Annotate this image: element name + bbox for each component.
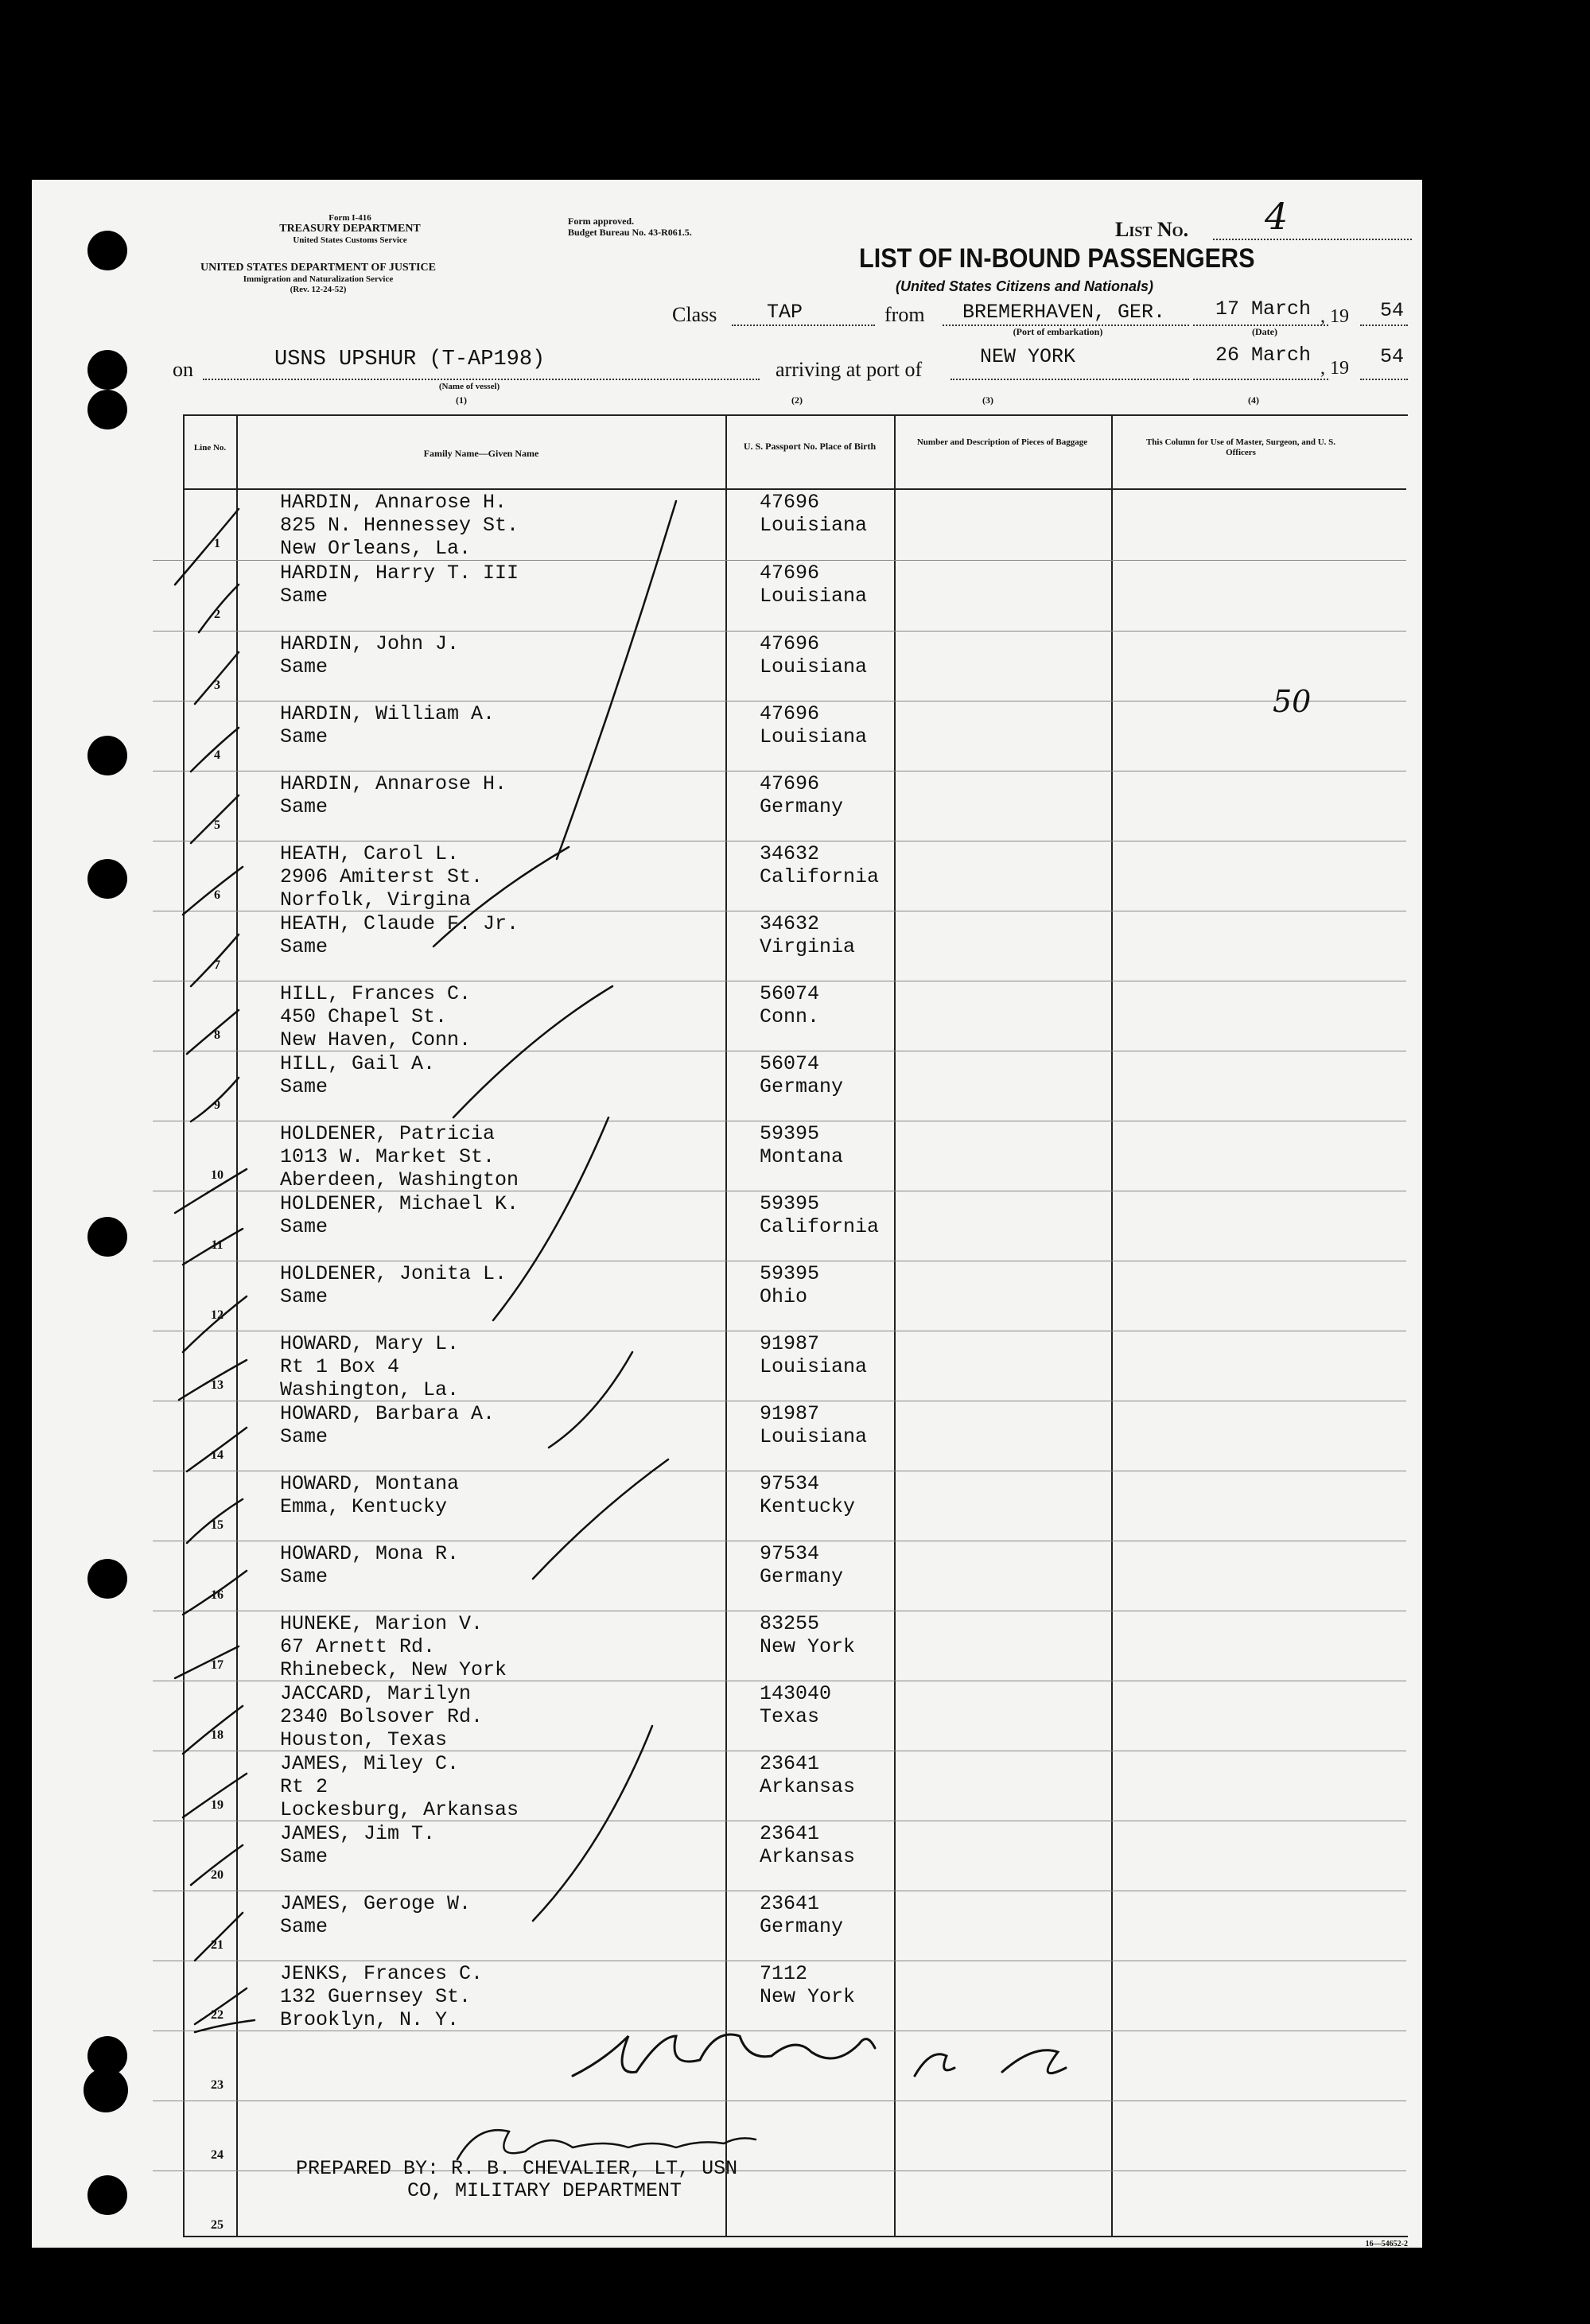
place-of-birth: Montana — [760, 1145, 844, 1168]
passenger-name: HARDIN, William A. — [280, 702, 496, 725]
check-mark — [187, 1010, 239, 1054]
check-mark — [183, 1706, 243, 1754]
passenger-name: JAMES, Jim T. — [280, 1822, 436, 1845]
place-of-birth: California — [760, 865, 880, 888]
header-baggage: Number and Description of Pieces of Baggage — [916, 437, 1088, 447]
passenger-name: HOLDENER, Jonita L. — [280, 1262, 507, 1285]
check-mark — [175, 1169, 247, 1213]
port-value: NEW YORK — [980, 345, 1076, 368]
vessel-caption: (Name of vessel) — [438, 382, 500, 391]
passenger-address: Rhinebeck, New York — [280, 1658, 507, 1681]
place-of-birth: Kentucky — [760, 1495, 856, 1518]
place-of-birth: Arkansas — [760, 1775, 856, 1798]
place-of-birth: Virginia — [760, 935, 856, 958]
line-number: 2 — [214, 608, 220, 621]
passenger-address: Emma, Kentucky — [280, 1495, 448, 1518]
on-label: on — [173, 358, 193, 381]
from-label: from — [884, 303, 925, 326]
signature-initials — [907, 2036, 964, 2072]
class-label: Class — [672, 303, 717, 326]
passenger-address: Houston, Texas — [280, 1728, 448, 1751]
passenger-name: HILL, Frances C. — [280, 982, 472, 1005]
place-of-birth: Louisiana — [760, 655, 868, 678]
passport-number: 47696 — [760, 632, 820, 655]
passenger-address: 2340 Bolsover Rd. — [280, 1705, 484, 1728]
check-mark — [199, 585, 239, 632]
from-caption: (Port of embarkation) — [1013, 326, 1103, 337]
passport-number: 91987 — [760, 1402, 820, 1425]
check-mark — [195, 2020, 255, 2032]
officer-note: 50 — [1273, 684, 1312, 719]
line-number: 8 — [214, 1028, 220, 1042]
passenger-name: HARDIN, Annarose H. — [280, 491, 507, 514]
col-num-1: (1) — [456, 394, 467, 406]
passenger-name: JAMES, Miley C. — [280, 1752, 460, 1775]
line-number: 25 — [211, 2218, 224, 2232]
passport-number: 34632 — [760, 912, 820, 935]
place-of-birth: New York — [760, 1985, 856, 2008]
customs-service: United States Customs Service — [293, 235, 407, 245]
ins-service: Immigration and Naturalization Service — [243, 274, 394, 284]
place-of-birth: New York — [760, 1635, 856, 1658]
passenger-address: Same — [280, 1915, 328, 1938]
passenger-address: Same — [280, 1075, 328, 1098]
line-number: 15 — [211, 1518, 224, 1532]
passenger-name: JAMES, Geroge W. — [280, 1892, 472, 1915]
passenger-name: HOLDENER, Michael K. — [280, 1192, 519, 1215]
line-number: 16 — [211, 1588, 224, 1602]
passenger-name: JENKS, Frances C. — [280, 1962, 484, 1985]
passenger-address: 825 N. Hennessey St. — [280, 514, 519, 537]
passenger-name: HOWARD, Barbara A. — [280, 1402, 496, 1425]
passport-number: 47696 — [760, 562, 820, 585]
from-value: BREMERHAVEN, GER. — [962, 301, 1166, 324]
vessel-value: USNS UPSHUR (T-AP198) — [274, 348, 546, 371]
passenger-address: 132 Guernsey St. — [280, 1985, 472, 2008]
check-mark — [183, 1229, 243, 1265]
line-number: 14 — [211, 1448, 224, 1462]
place-of-birth: Germany — [760, 795, 844, 818]
passport-number: 47696 — [760, 702, 820, 725]
check-mark — [183, 1774, 247, 1817]
header-line-no: Line No. — [193, 443, 227, 453]
form-subtitle: (United States Citizens and Nationals) — [896, 278, 1154, 294]
passenger-address: Same — [280, 1565, 328, 1588]
passenger-name: HUNEKE, Marion V. — [280, 1612, 484, 1635]
passport-number: 143040 — [760, 1682, 832, 1705]
passenger-address: Same — [280, 935, 328, 958]
passenger-name: HARDIN, Harry T. III — [280, 562, 519, 585]
check-mark — [179, 1360, 247, 1400]
passport-number: 83255 — [760, 1612, 820, 1635]
passenger-address: Rt 1 Box 4 — [280, 1355, 400, 1378]
place-of-birth: Louisiana — [760, 514, 868, 537]
check-mark — [191, 1845, 243, 1885]
prepared-by-dept: CO, MILITARY DEPARTMENT — [407, 2179, 682, 2202]
form-approved: Form approved. — [568, 216, 635, 227]
passport-number: 23641 — [760, 1822, 820, 1845]
check-mark — [195, 1988, 247, 2024]
header-passport: U. S. Passport No. Place of Birth — [743, 441, 877, 452]
passenger-address: Rt 2 — [280, 1775, 328, 1798]
passport-number: 56074 — [760, 982, 820, 1005]
year2-prefix: , 19 — [1320, 358, 1349, 379]
line-number: 4 — [214, 748, 220, 762]
header-officers: This Column for Use of Master, Surgeon, and U. S. Officers — [1145, 437, 1336, 457]
passenger-address: Washington, La. — [280, 1378, 460, 1401]
passenger-address: Same — [280, 1425, 328, 1448]
revision-date: (Rev. 12-24-52) — [290, 285, 347, 294]
passenger-name: HOWARD, Montana — [280, 1472, 460, 1495]
date1-value: 17 March — [1215, 297, 1312, 321]
passport-number: 56074 — [760, 1052, 820, 1075]
passport-number: 23641 — [760, 1892, 820, 1915]
passenger-address: Same — [280, 795, 328, 818]
passport-number: 23641 — [760, 1752, 820, 1775]
year1-value: 54 — [1380, 299, 1405, 322]
check-stroke — [493, 1117, 608, 1320]
header-name: Family Name—Given Name — [423, 448, 539, 459]
passenger-address: 67 Arnett Rd. — [280, 1635, 436, 1658]
passenger-name: HOWARD, Mona R. — [280, 1542, 460, 1565]
col-num-4: (4) — [1248, 394, 1259, 406]
department-of-justice: UNITED STATES DEPARTMENT OF JUSTICE — [200, 262, 436, 274]
check-mark — [187, 1499, 243, 1543]
place-of-birth: Louisiana — [760, 585, 868, 608]
line-number: 24 — [211, 2148, 224, 2162]
form-code: 16—54652-2 — [1365, 2240, 1408, 2248]
line-number: 23 — [211, 2078, 224, 2092]
passport-number: 34632 — [760, 842, 820, 865]
place-of-birth: Ohio — [760, 1285, 808, 1308]
date-caption: (Date) — [1252, 326, 1277, 337]
date2-value: 26 March — [1215, 344, 1312, 367]
check-mark — [187, 1428, 247, 1471]
class-value: TAP — [767, 301, 803, 324]
check-mark — [183, 867, 243, 915]
place-of-birth: California — [760, 1215, 880, 1238]
chevalier-signature — [457, 2130, 756, 2159]
place-of-birth: Texas — [760, 1705, 820, 1728]
passenger-address: 1013 W. Market St. — [280, 1145, 496, 1168]
passenger-name: HOWARD, Mary L. — [280, 1332, 460, 1355]
line-number: 22 — [211, 2008, 224, 2022]
passenger-name: HARDIN, Annarose H. — [280, 772, 507, 795]
check-mark — [183, 1571, 247, 1615]
place-of-birth: Germany — [760, 1075, 844, 1098]
passenger-address: Same — [280, 1285, 328, 1308]
line-number: 10 — [211, 1168, 224, 1182]
passenger-name: HEATH, Carol L. — [280, 842, 460, 865]
passport-number: 97534 — [760, 1542, 820, 1565]
line-number: 11 — [211, 1238, 224, 1252]
passenger-name: HOLDENER, Patricia — [280, 1122, 496, 1145]
line-number: 12 — [211, 1308, 224, 1322]
passport-number: 47696 — [760, 772, 820, 795]
passenger-address: 2906 Amiterst St. — [280, 865, 484, 888]
passenger-address: Same — [280, 725, 328, 748]
check-mark — [175, 509, 239, 585]
line-number: 1 — [214, 537, 220, 550]
list-no-value: 4 — [1265, 195, 1289, 238]
passenger-address: Same — [280, 585, 328, 608]
col-num-2: (2) — [791, 394, 803, 406]
col-num-3: (3) — [982, 394, 993, 406]
check-mark — [191, 795, 239, 843]
passport-number: 47696 — [760, 491, 820, 514]
check-stroke — [533, 1726, 652, 1921]
passenger-address: Same — [280, 1845, 328, 1868]
check-mark — [195, 652, 239, 704]
form-number: Form I-416 — [328, 213, 371, 223]
place-of-birth: Germany — [760, 1565, 844, 1588]
check-mark — [191, 935, 239, 986]
check-mark — [195, 1913, 243, 1961]
passenger-name: HILL, Gail A. — [280, 1052, 436, 1075]
check-mark — [183, 1296, 247, 1352]
passport-number: 7112 — [760, 1962, 808, 1985]
passenger-address: Aberdeen, Washington — [280, 1168, 519, 1191]
line-number: 7 — [214, 958, 220, 972]
passport-number: 59395 — [760, 1192, 820, 1215]
passport-number: 59395 — [760, 1262, 820, 1285]
list-no-label: List No. — [1115, 218, 1189, 241]
place-of-birth: Conn. — [760, 1005, 820, 1028]
line-number: 17 — [211, 1658, 224, 1672]
check-mark — [175, 1646, 239, 1678]
place-of-birth: Germany — [760, 1915, 844, 1938]
passenger-address: Same — [280, 1215, 328, 1238]
place-of-birth: Louisiana — [760, 725, 868, 748]
check-stroke — [533, 1459, 668, 1579]
passport-number: 91987 — [760, 1332, 820, 1355]
line-number: 20 — [211, 1868, 224, 1882]
passenger-address: New Haven, Conn. — [280, 1028, 472, 1051]
prepared-by: PREPARED BY: R. B. CHEVALIER, LT, USN — [296, 2157, 738, 2180]
form-title: LIST OF IN-BOUND PASSENGERS — [859, 243, 1255, 274]
year2-value: 54 — [1380, 345, 1405, 368]
check-mark — [191, 1078, 239, 1121]
check-mark — [191, 728, 239, 771]
passenger-address: Lockesburg, Arkansas — [280, 1798, 519, 1821]
passenger-name: HARDIN, John J. — [280, 632, 460, 655]
line-number: 6 — [214, 888, 220, 902]
line-number: 3 — [214, 678, 220, 692]
treasury-department: TREASURY DEPARTMENT — [279, 223, 421, 235]
line-number: 21 — [211, 1938, 224, 1952]
signature — [573, 2034, 1066, 2076]
arriving-label: arriving at port of — [776, 358, 923, 381]
passenger-address: 450 Chapel St. — [280, 1005, 448, 1028]
passenger-address: Brooklyn, N. Y. — [280, 2008, 460, 2031]
check-stroke — [453, 986, 612, 1117]
line-number: 18 — [211, 1728, 224, 1742]
passenger-address: Same — [280, 655, 328, 678]
year1-prefix: , 19 — [1320, 306, 1349, 327]
check-stroke — [549, 1352, 632, 1448]
passenger-address: Norfolk, Virgina — [280, 888, 472, 911]
line-number: 9 — [214, 1098, 220, 1112]
place-of-birth: Louisiana — [760, 1425, 868, 1448]
line-number: 5 — [214, 818, 220, 832]
passenger-address: New Orleans, La. — [280, 537, 472, 560]
place-of-birth: Louisiana — [760, 1355, 868, 1378]
passenger-name: HEATH, Claude F. Jr. — [280, 912, 519, 935]
passport-number: 59395 — [760, 1122, 820, 1145]
line-number: 19 — [211, 1798, 224, 1812]
passport-number: 97534 — [760, 1472, 820, 1495]
line-number: 13 — [211, 1378, 224, 1392]
passenger-name: JACCARD, Marilyn — [280, 1682, 472, 1705]
budget-bureau: Budget Bureau No. 43-R061.5. — [568, 227, 692, 238]
check-stroke — [557, 501, 676, 859]
check-stroke — [433, 847, 569, 946]
place-of-birth: Arkansas — [760, 1845, 856, 1868]
